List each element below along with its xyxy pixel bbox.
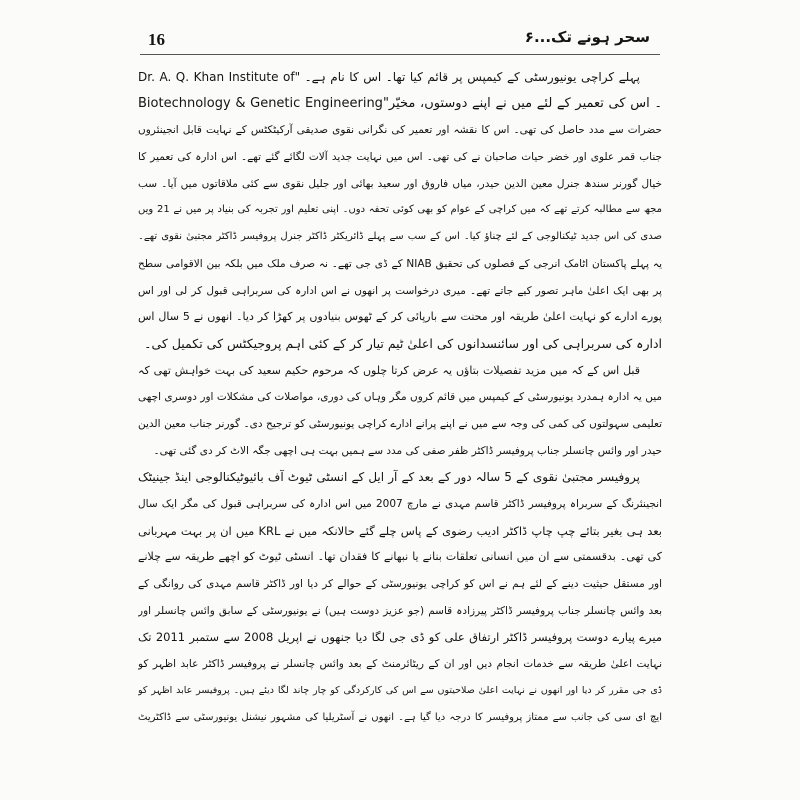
text-line: ادارہ کی سربراہی کی اور سائنسدانوں کی اعلیٰ ٹیم تیار کر کے کئی اہم پروجیکٹس کی تکمیل کی۔: [144, 335, 662, 351]
text-line: بعد وائس چانسلر جناب پروفیسر ڈاکٹر پیرزادہ قاسم (جو عزیز دوست ہیں) نے یونیورسٹی کے سابق وائس چانسلر اور: [138, 604, 662, 617]
text-line: صدی کی اس جدید ٹیکنالوجی کے لئے چناؤ کیا۔ اس کے سب سے پہلے ڈائریکٹر ڈاکٹر جنرل پروفیسر ڈاکٹر مجتبیٰ نقوی تھے۔: [138, 231, 662, 243]
text-line: حیدر اور وائس چانسلر جناب پروفیسر ڈاکٹر ظفر صفی کی مدد سے ہمیں بہت ہی اچھی جگہ الاٹ کر دی گئی تھی۔: [153, 444, 662, 457]
text-line: حضرات سے مدد حاصل کی تھی۔ اس کا نقشہ اور تعمیر کی نگرانی نقوی صدیقی آرکیٹکٹس کے نہایت قابل انجینئروں: [138, 124, 662, 137]
text-line: کی تھی۔ بدقسمتی سے ان میں انسانی تعلقات بنانے یا نبھانے کا فقدان تھا۔ انسٹی ٹیوٹ کو اچھے طریقہ سے چلانے: [138, 550, 662, 564]
text-line: پورے ادارے کو نہایت اعلیٰ طریقہ اور محنت سے بارپائی کر کے ٹھوس بنیادوں پر کھڑا کر دیا۔ انھوں نے 5 سال اس: [138, 310, 662, 324]
text-line: ایچ ای سی کی جانب سے ممتاز پروفیسر کا درجہ دیا گیا ہے۔ انھوں نے آسٹریلیا کی مشہور نیشنل یونیورسٹی سے ڈاکٹریٹ: [138, 711, 662, 723]
text-line: اور مستقل حیثیت دینے کے لئے ہم نے اس کو کراچی یونیورسٹی کے حوالے کر دیا اور ڈاکٹر قاسم مہدی کی روانگی کے: [138, 578, 662, 591]
text-line: بعد ہی بغیر بتائے چپ چاپ ڈاکٹر ادیب رضوی کے پاس چلے گئے حالانکہ میں نے KRL میں ان پر بہت مہربانی: [138, 523, 662, 538]
text-line: پر بھی ایک اعلیٰ ماہر تصور کیے جاتے تھے۔ میری درخواست پر انھوں نے اس ادارہ کی سربراہی قبول کر لی اور اس: [138, 284, 662, 297]
text-line: Biotechnology & Genetic Engineering"۔ اس کی تعمیر کے لئے میں نے اپنے دوستوں، مخیّر: [138, 95, 662, 111]
text-line: پروفیسر مجتبیٰ نقوی کے 5 سالہ دور کے بعد کے آر ایل کے انسٹی ٹیوٹ آف بائیوٹیکنالوجی اینڈ جینیٹک: [138, 470, 640, 485]
text-line: میں یہ ادارہ ہمدرد یونیورسٹی کے کیمپس میں قائم کروں مگر وہاں کی دوری، مواصلات کی مشکلات اور دوسری اچھی: [138, 391, 662, 404]
text-line: ڈی جی مقرر کر دیا اور انھوں نے نہایت اعلیٰ صلاحیتوں سے اس کی کارکردگی کو چار چاند لگا دیئے ہیں۔ پروفیسر عابد اظہر کو: [138, 684, 662, 696]
text-line: یہ پہلے پاکستان اٹامک انرجی کے فصلوں کی تحقیق NIAB کے ڈی جی تھے۔ نہ صرف ملک میں بلکہ بین الاقوامی سطح: [138, 257, 662, 270]
text-line: قبل اس کے کہ میں مزید تفصیلات بتاؤں یہ عرض کرتا چلوں کہ مرحوم حکیم سعید کی بہت خواہش تھی کہ: [138, 363, 640, 377]
text-line: تعلیمی سہولتوں کی کمی کی وجہ سے میں نے اپنے پرانے ادارے کراچی یونیورسٹی کو ترجیح دی۔ گورنر جناب معین الدین: [138, 417, 662, 430]
text-line: جناب قمر علوی اور خضر حیات صاحبان نے کی تھی۔ اس میں نہایت جدید آلات لگائے گئے تھے۔ اس ادارہ کی تعمیر کا: [138, 151, 662, 164]
text-line: نہایت اعلیٰ طریقہ سے خدمات انجام دیں اور ان کے ریٹائرمنٹ کے بعد وائس چانسلر نے پروفیسر ڈاکٹر عابد اظہر کو: [138, 658, 662, 671]
running-head: سحر ہونے تک...۶: [524, 28, 650, 46]
header-divider: [140, 54, 660, 55]
page-number: 16: [148, 30, 165, 49]
text-line: انجینئرنگ کے سربراہ پروفیسر ڈاکٹر قاسم مہدی نے مارچ 2007 میں اس ادارہ کی سربراہی قبول کی مگر ایک سال: [138, 498, 662, 510]
text-line: مجھ سے مطالبہ کرتے تھے کہ میں کراچی کے عوام کو بھی کوئی تحفہ دوں۔ اپنی تعلیم اور تجربہ کی بنیاد پر میں نے 21 ویں: [138, 204, 662, 216]
text-line: پہلے کراچی یونیورسٹی کے کیمپس پر قائم کیا تھا۔ اس کا نام ہے۔ "Dr. A. Q. Khan Institute of: [138, 70, 640, 84]
text-line: میرے پیارے دوست پروفیسر ڈاکٹر ارتفاق علی کو ڈی جی لگا دیا جنھوں نے اپریل 2008 سے ستمبر 2011 تک: [138, 630, 662, 645]
body-text: [138, 64, 662, 731]
text-line: خیال گورنر سندھ جنرل معین الدین حیدر، میاں فاروق اور سعید بھائی اور جلیل نقوی سے کئی ملاقاتوں میں آیا۔ سب: [138, 177, 662, 190]
